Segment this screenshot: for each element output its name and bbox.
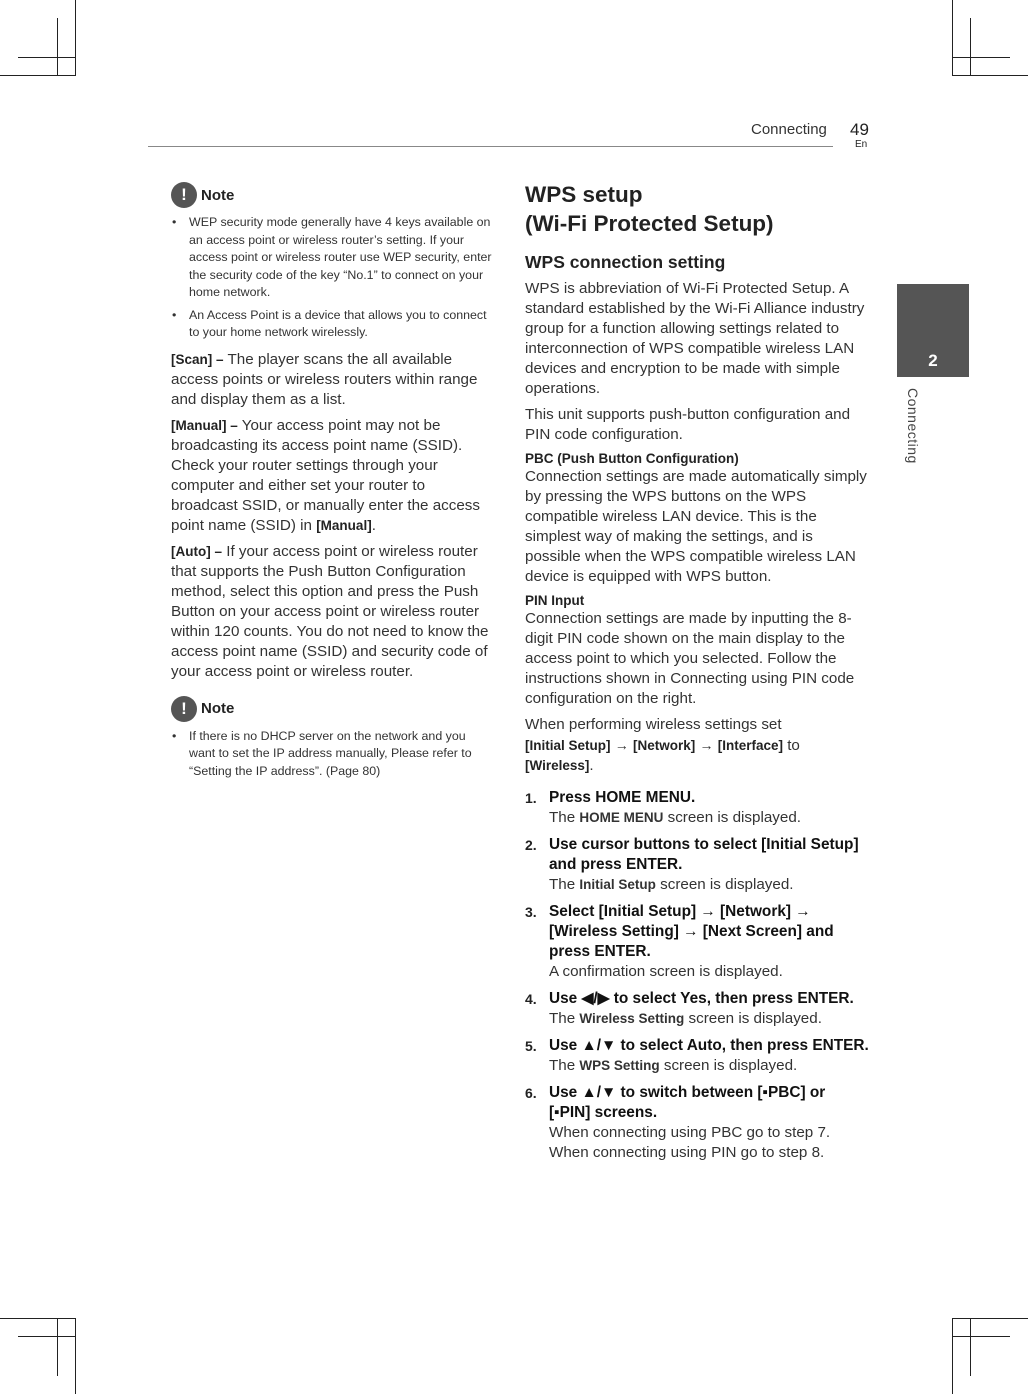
manual-label: [Manual] – [171,417,238,433]
crop-mark [75,0,76,76]
path-network: [Network] [632,738,696,753]
step-desc-pre: The [549,1057,580,1074]
crop-mark [952,1318,953,1394]
step-desc-pre: The [549,1010,580,1027]
step-number: 1. [525,790,537,806]
step-description [549,1009,870,1029]
manual-text: Your access point may not be broadcasting its access point name (SSID). Check your router settings through your computer and either set your router to broadcast SSID, or manually enter the access point name (SSID) in [171,416,480,534]
path-to: to [782,737,800,754]
auto-label: [Auto] – [171,543,222,559]
crop-mark [57,18,58,76]
menu-path-paragraph [525,715,870,776]
crop-mark [0,75,76,76]
step-number: 6. [525,1085,537,1101]
step-description: When connecting using PBC go to step 7. [549,1124,831,1141]
note-label: Note [201,700,235,717]
step-title [549,989,870,1009]
page-language: En [855,139,868,150]
auto-description [171,542,493,682]
manual-end: . [371,516,376,534]
step-title-text: to select Auto, then press ENTER. [616,1037,869,1054]
step-desc-pre: The [549,876,580,893]
note-list [171,728,493,781]
chapter-tab [897,284,969,377]
intro-paragraph: This unit supports push-button configuration and PIN code configuration. [525,406,851,443]
step-title-text: to switch between [▪PBC] or [▪PIN] screens. [549,1084,826,1121]
crop-mark [57,1318,58,1376]
step-description [549,808,870,828]
step-description: A confirmation screen is displayed. [549,963,783,980]
step-description-line2: When connecting using PIN go to step 8. [549,1144,825,1161]
step-list [525,788,870,1163]
chapter-number: 2 [928,351,938,370]
step-item [525,989,870,1029]
header-rule [148,146,833,147]
crop-mark [0,1318,76,1319]
crop-mark [970,1318,971,1376]
arrow-icon: → [614,737,629,753]
crop-mark [952,1318,1028,1319]
subsection-title: WPS connection setting [525,252,726,272]
exclamation-icon: ! [171,182,197,208]
crop-mark [18,57,76,58]
list-item: • An Access Point is a device that allows you to connect to your home network wirelessly. [171,307,493,342]
running-header-section: Connecting [751,121,827,138]
step-item [525,788,870,828]
step-description [549,1056,870,1076]
crop-mark [952,75,1028,76]
step-title [549,1036,870,1056]
step-item [525,1036,870,1076]
step-desc-bold: HOME MENU [579,810,664,825]
section-title-line2: (Wi-Fi Protected Setup) [525,211,774,236]
section-title: WPS setup [525,182,643,207]
step-title-text: to select Yes, then press ENTER. [609,990,854,1007]
manual-ref: [Manual] [316,517,372,533]
step-desc-post: screen is displayed. [663,809,801,826]
step-number: 3. [525,904,537,920]
step-title: Press HOME MENU. [549,789,696,806]
crop-mark [952,57,1010,58]
left-right-arrow-icon: ◀/▶ [581,990,610,1007]
step-title: Use cursor buttons to select [Initial Setup] and press ENTER. [549,836,859,873]
path-end: . [589,757,594,774]
step-desc-bold: Initial Setup [579,877,656,892]
manual-description [171,416,493,536]
step-number: 2. [525,837,537,853]
pbc-paragraph: Connection settings are made automatically simply by pressing the WPS buttons on the WPS compatible wireless LAN device. This is the simplest way of making the settings, and is possible when the WPS compatible wireless LAN device is equipped with WPS button. [525,468,867,585]
chapter-label: Connecting [905,388,921,464]
auto-text: If your access point or wireless router that supports the Push Button Configuration method, select this option and press the Push Button on your access point or wireless router within 120 counts. You do not need to know the access point name (SSID) and security code of your access point or wireless router. [171,542,489,680]
step-desc-post: screen is displayed. [655,876,794,893]
note-heading [171,182,493,208]
crop-mark [970,18,971,76]
up-down-arrow-icon: ▲/▼ [581,1037,617,1054]
when-text: When performing wireless settings set [525,716,782,733]
step-desc-post: screen is displayed. [659,1057,798,1074]
step-title [549,1083,870,1123]
crop-mark [952,1336,1010,1337]
path-initial-setup: [Initial Setup] [525,738,611,753]
scan-text: The player scans the all available access points or wireless routers within range and display them as a list. [171,350,478,408]
step-desc-bold: Wireless Setting [579,1011,685,1026]
step-item [525,835,870,895]
step-title: Select [Initial Setup] → [Network] → [Wireless Setting] → [Next Screen] and press ENTER. [549,903,834,960]
step-desc-post: screen is displayed. [684,1010,822,1027]
note-list [171,214,493,342]
path-wireless: [Wireless] [525,758,590,773]
path-interface: [Interface] [717,738,783,753]
crop-mark [952,0,953,76]
pin-heading: PIN Input [525,593,585,608]
arrow-icon: → [699,737,714,753]
note-label: Note [201,186,235,204]
up-down-arrow-icon: ▲/▼ [581,1084,617,1101]
right-column [525,180,870,1170]
pin-paragraph: Connection settings are made by inputting the 8-digit PIN code shown on the main display to the access point to which you selected. Follow the instructions shown in Connecting using PIN code configuration on the right. [525,610,855,707]
list-item: • WEP security mode generally have 4 keys available on an access point or wireless router’s setting. If your access point or wireless router use WEP security, enter the security code of the key “No.1” to connect on your home network. [171,214,493,302]
step-title-pre: Use [549,1037,582,1054]
exclamation-icon: ! [171,696,197,722]
step-desc-pre: The [549,809,580,826]
page-number: 49 [850,120,869,139]
step-item [525,902,870,982]
step-description [549,875,870,895]
crop-mark [75,1318,76,1394]
step-title-pre: Use [549,1084,582,1101]
step-number: 4. [525,991,537,1007]
left-column [171,182,493,785]
note-heading [171,696,493,722]
scan-label: [Scan] – [171,351,224,367]
intro-paragraph: WPS is abbreviation of Wi-Fi Protected Setup. A standard established by the Wi-Fi Alliance industry group for a function allowing settings related to interconnection of WPS compatible wireless LAN devices and encryption to be made with simple operations. [525,280,865,397]
step-item [525,1083,870,1163]
list-item: • If there is no DHCP server on the network and you want to set the IP address manually, Please refer to “Setting the IP address”. (Page 80) [171,728,493,781]
crop-mark [18,1336,76,1337]
pbc-heading: PBC (Push Button Configuration) [525,451,739,466]
step-desc-bold: WPS Setting [579,1058,660,1073]
step-title-pre: Use [549,990,582,1007]
scan-description [171,350,493,410]
step-number: 5. [525,1038,537,1054]
